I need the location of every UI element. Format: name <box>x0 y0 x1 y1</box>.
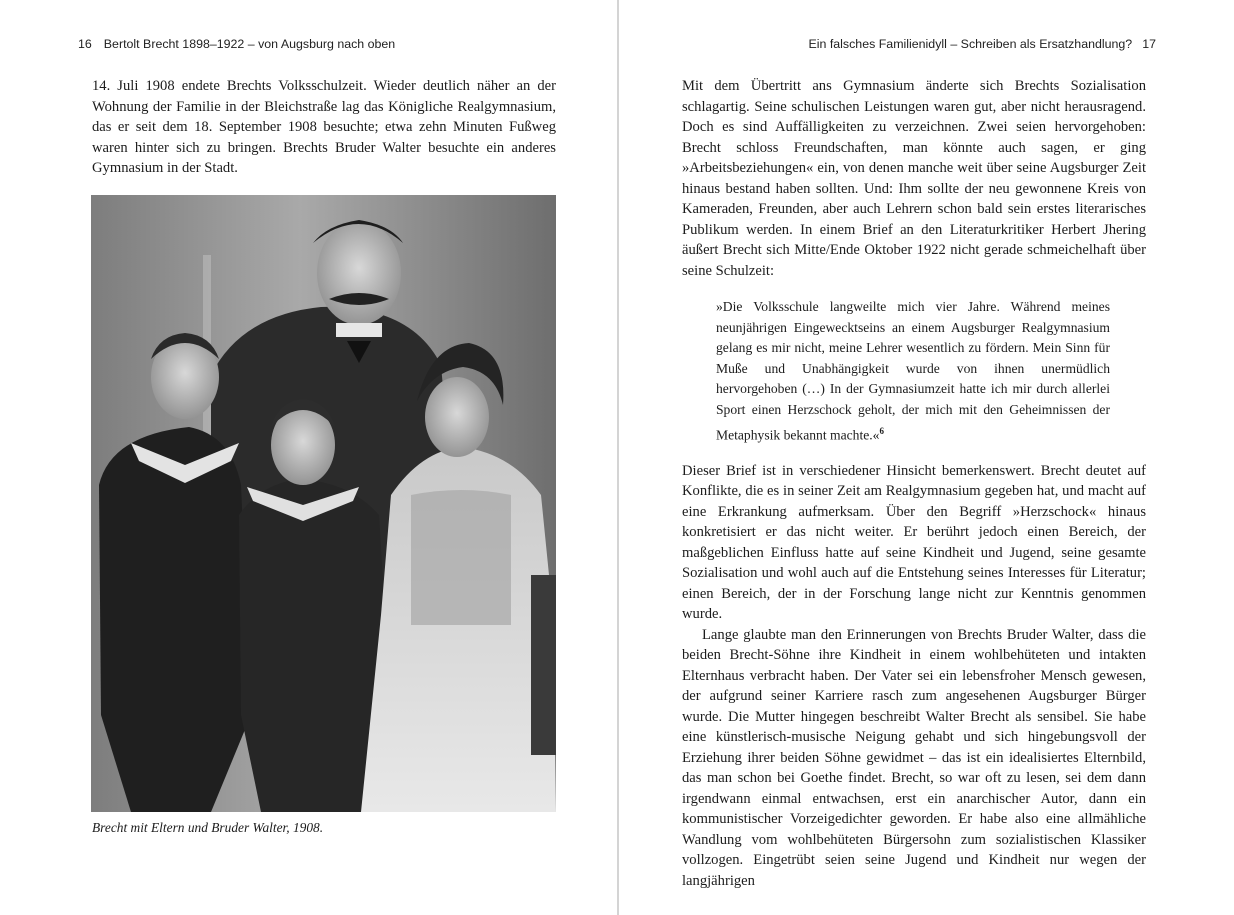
left-paragraph: 14. Juli 1908 endete Brechts Volksschulzeit. Wieder deutlich näher an der Wohnung der Familie in der Bleichstraße lag das Königliche Realgymnasium, das er seit dem 18. September 1908 besuchte; etwa zehn Minuten Fußweg waren hinter sich zu bringen. Brechts Bruder Walter besuchte ein anderes Gymnasium in der Stadt. <box>92 78 556 176</box>
photo-caption: Brecht mit Eltern und Bruder Walter, 1908. <box>92 820 324 835</box>
family-photo <box>91 195 556 812</box>
left-body-text <box>92 76 556 179</box>
left-running-head: Bertolt Brecht 1898–1922 – von Augsburg nach oben <box>103 37 396 51</box>
left-running-header <box>78 37 395 51</box>
left-page-number: 16 <box>78 37 92 51</box>
block-quote-text: »Die Volksschule langweilte mich vier Jahre. Während meines neunjährigen Eingewecktseins an einem Augsburger Realgymnasium gelang es mir nicht, meine Lehrer wesentlich zu fördern. Mein Sinn für Muße und Unabhängigkeit wurde von ihnen unermüdlich hervorgehoben (…) In der Gymnasiumzeit hatte ich mir durch allerlei Sport einen Herzschock geholt, der mich mit den Geheimnissen der Metaphysik bekannt machte.« <box>716 299 1110 443</box>
right-running-header <box>808 37 1156 51</box>
right-page-number: 17 <box>1142 37 1156 51</box>
footnote-ref: 6 <box>879 425 884 436</box>
right-paragraph-3: Lange glaubte man den Erinnerungen von Brechts Bruder Walter, dass die beiden Brecht-Söhne ihre Kindheit in einem wohlbehüteten und intakten Elternhaus verbracht haben. Der Vater sei ein lebensfroher Mensch gewesen, der aufgrund seiner Karriere rasch zum angesehenen Augsburger Bürger wurde. Die Mutter hingegen beschreibt Walter Brecht als sensibel. Sie habe eine künstlerisch-musische Neigung gehabt und sich hingebungsvoll der Erziehung ihrer beiden Söhne gewidmet – das ist ein idealisiertes Elternbild, das man schon bei Goethe findet. Brecht, so war oft zu lesen, sei dem dann irgendwann einmal entwachsen, erst ein anarchischer Autor, dann ein kommunistischer Vorzeigedichter geworden. Er habe also eine allmähliche Wandlung vom wohlbehüteten Bürgersohn zum sozialistischen Klassiker vollzogen. Eingetrübt seien seine Jugend und Kindheit nur wegen der langjährigen <box>682 626 1146 889</box>
right-running-head: Ein falsches Familienidyll – Schreiben als Ersatzhandlung? <box>808 37 1133 51</box>
right-paragraph-1: Mit dem Übertritt ans Gymnasium änderte sich Brechts Sozialisation schlagartig. Seine schulischen Leistungen waren gut, aber nicht herausragend. Doch es sind Auffälligkeiten zu verzeichnen. Zwei seien hervorgehoben: Brecht schloss Freundschaften, man könnte auch sagen, er ging »Arbeitsbeziehungen« ein, von denen manche weit über seine Augsburger Zeit hinaus bestand haben sollten. Und: Ihm sollte der neu gewonnene Kreis von Kameraden, Freunden, aber auch Lehrern schon bald sein erstes literarisches Publikum werden. In einem Brief an den Literaturkritiker Herbert Jhering äußert Brecht sich Mitte/Ende Oktober 1922 nicht gerade schmeichelhaft über seine Schulzeit: <box>682 78 1146 279</box>
right-body-text <box>682 76 1146 891</box>
book-spine <box>617 0 619 915</box>
family-photo-illustration <box>91 195 556 812</box>
right-paragraph-2: Dieser Brief ist in verschiedener Hinsicht bemerkenswert. Brecht deutet auf Konflikte, die es in seiner Zeit am Realgymnasium gegeben hat, und macht auf eine Erkrankung aufmerksam. Über den Begriff »Herzschock« hinaus konkretisiert er das nicht weiter. Er berührt jedoch einen Bereich, der maßgeblichen Einfluss hatte auf seine Kindheit und Jugend, seine gesamte Sozialisation und wohl auch auf die Entstehung seines Interesses für Literatur; einen Bereich, der in der Forschung lange nicht zur Kenntnis genommen wurde. <box>682 462 1146 623</box>
block-quote <box>716 297 1110 446</box>
